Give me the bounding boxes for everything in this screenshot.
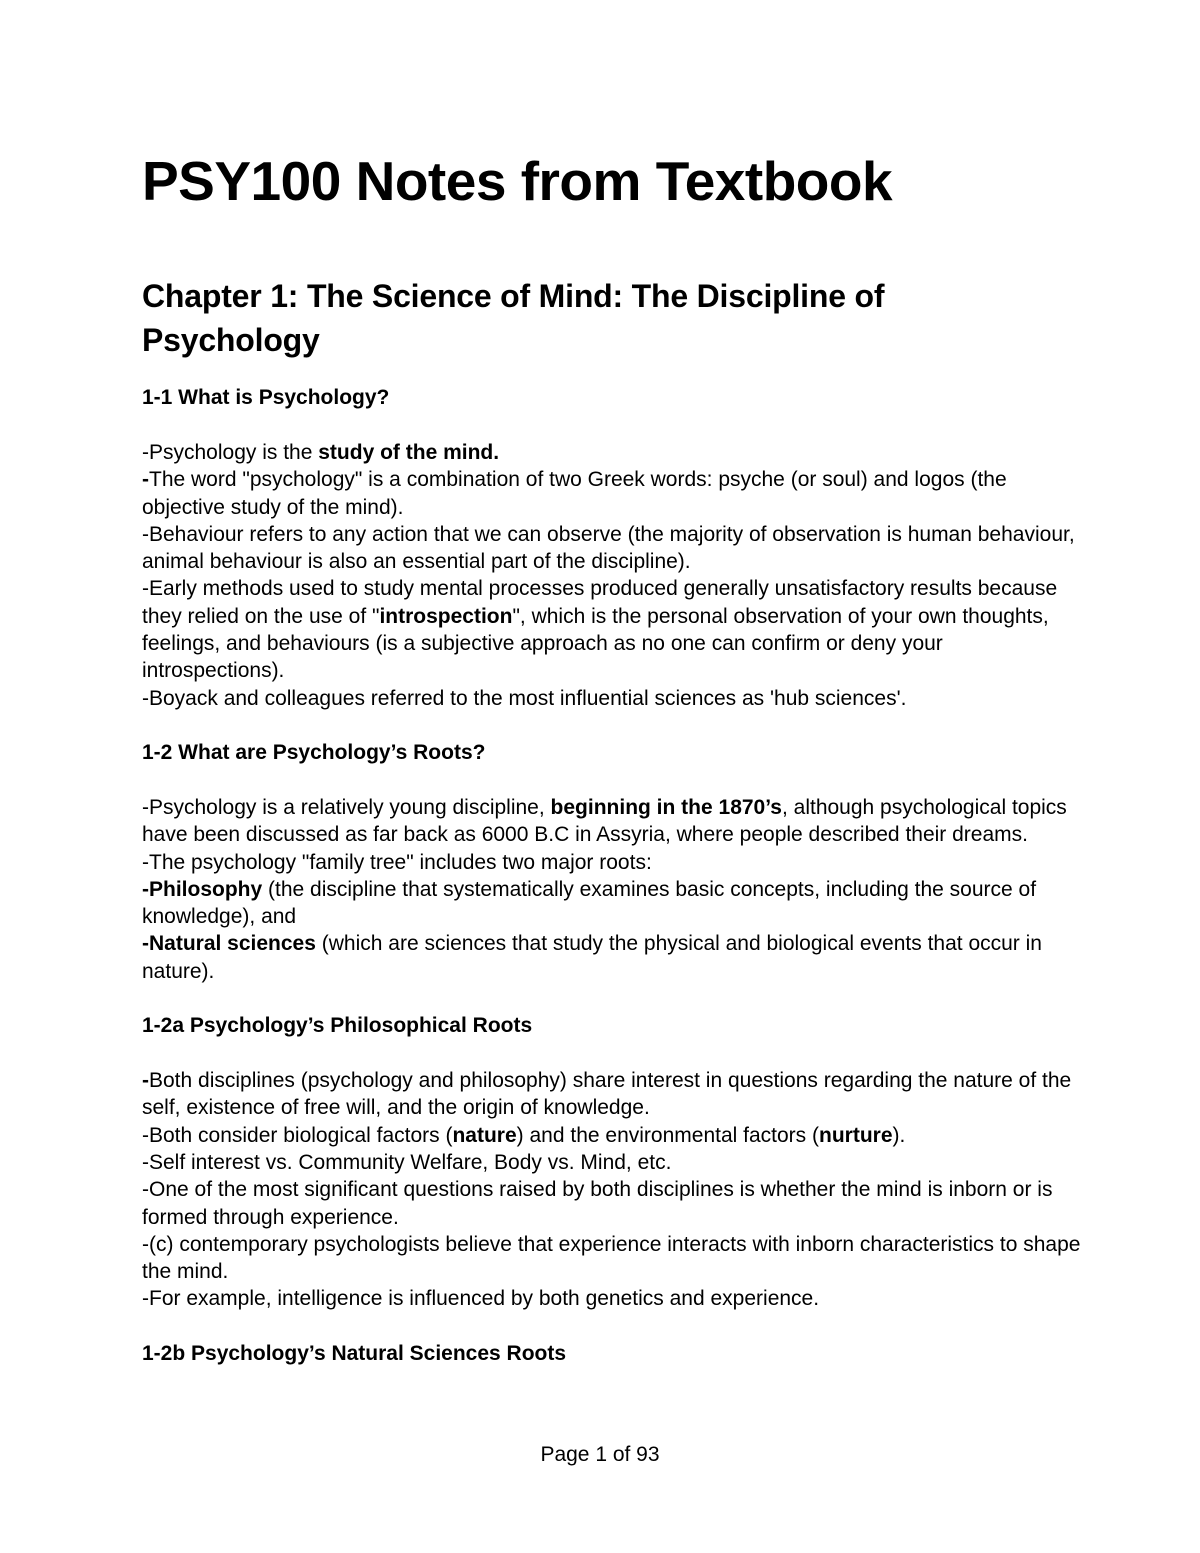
chapter-heading: Chapter 1: The Science of Mind: The Discipline of Psychology	[142, 278, 885, 358]
bullet-self-interest: -Self interest vs. Community Welfare, Body vs. Mind, etc.	[142, 1150, 672, 1174]
bullet-shared-interest: -Both disciplines (psychology and philosophy) share interest in questions regarding the nature of the self, existence of free will, and the origin of knowledge.	[142, 1069, 1072, 1120]
bullet-family-tree: -The psychology "family tree" includes two major roots:	[142, 850, 652, 874]
page-number: Page 1 of 93	[540, 1443, 660, 1466]
document-title: PSY100 Notes from Textbook	[142, 150, 893, 212]
bullet-word-psychology: -The word "psychology" is a combination of two Greek words: psyche (or soul) and logos (the objective study of the mind).	[142, 468, 1007, 519]
bullet-young-discipline: -Psychology is a relatively young discipline, beginning in the 1870’s, although psychological topics have been discussed as far back as 6000 B.C in Assyria, where people described their dreams.	[142, 795, 1067, 847]
bullet-behaviour: -Behaviour refers to any action that we can observe (the majority of observation is human behaviour, animal behaviour is also an essential part of the discipline).	[142, 522, 1075, 574]
bullet-hub-sciences: -Boyack and colleagues referred to the most influential sciences as 'hub sciences'.	[142, 686, 907, 710]
section-heading-1-2: 1-2 What are Psychology’s Roots?	[142, 740, 486, 764]
section-body-1-2	[142, 794, 1082, 985]
section-heading-1-2b: 1-2b Psychology’s Natural Sciences Roots	[142, 1341, 567, 1365]
section-heading-1-2a: 1-2a Psychology’s Philosophical Roots	[142, 1014, 533, 1038]
bullet-intelligence: -For example, intelligence is influenced by both genetics and experience.	[142, 1287, 820, 1311]
bullet-nature-nurture: -Both consider biological factors (nature) and the environmental factors (nurture).	[142, 1123, 906, 1147]
bullet-philosophy: -Philosophy (the discipline that systematically examines basic concepts, including the source of knowledge), and	[142, 877, 1037, 929]
bullet-introspection: -Early methods used to study mental processes produced generally unsatisfactory results because they relied on the use of "introspection", which is the personal observation of your own thoughts, feelings, and behaviours (is a subjective approach as no one can confirm or deny your introspections).	[142, 577, 1058, 683]
bullet-natural-sciences: -Natural sciences (which are sciences that study the physical and biological events that occur in nature).	[142, 932, 1042, 983]
section-heading-1-1: 1-1 What is Psychology?	[142, 386, 390, 409]
bullet-contemporary: -(c) contemporary psychologists believe that experience interacts with inborn characteristics to shape the mind.	[142, 1232, 1081, 1284]
bullet-inborn-question: -One of the most significant questions raised by both disciplines is whether the mind is inborn or is formed through experience.	[142, 1178, 1053, 1229]
document-body	[142, 384, 1082, 1395]
section-body-1-1	[142, 439, 1082, 712]
bullet-study-of-mind: -Psychology is the study of the mind.	[142, 441, 500, 464]
section-body-1-2a	[142, 1067, 1082, 1313]
